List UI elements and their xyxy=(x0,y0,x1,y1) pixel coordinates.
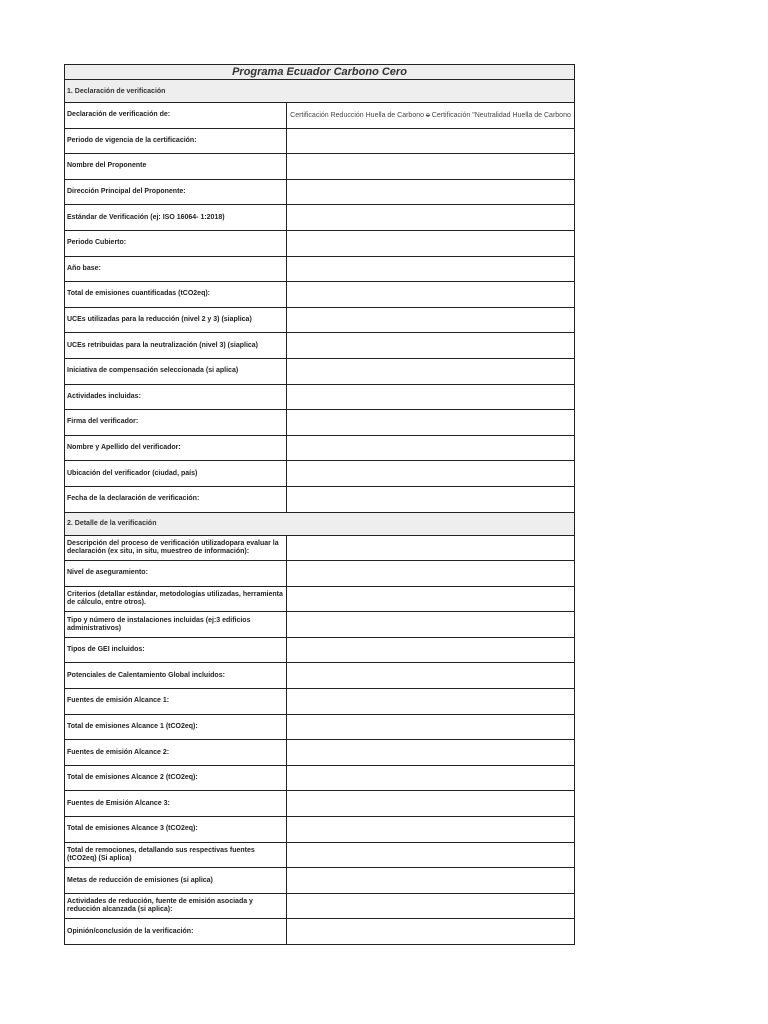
verification-form-table xyxy=(64,64,575,945)
form-title: Programa Ecuador Carbono Cero xyxy=(65,65,575,80)
form-row xyxy=(65,817,575,843)
form-row xyxy=(65,637,575,663)
field-label: Nombre y Apellido del verificador: xyxy=(65,435,287,461)
field-value[interactable] xyxy=(287,561,575,587)
form-row xyxy=(65,765,575,791)
form-row xyxy=(65,868,575,894)
form-row xyxy=(65,103,575,129)
title-row xyxy=(65,65,575,80)
form-row xyxy=(65,333,575,359)
field-value[interactable] xyxy=(287,307,575,333)
form-row xyxy=(65,535,575,561)
field-label: Total de emisiones cuantificadas (tCO2eq): xyxy=(65,282,287,308)
field-value[interactable] xyxy=(287,435,575,461)
field-label: Fuentes de emisión Alcance 2: xyxy=(65,740,287,766)
field-label: Dirección Principal del Proponente: xyxy=(65,179,287,205)
field-value[interactable] xyxy=(287,689,575,715)
field-label: Periodo de vigencia de la certificación: xyxy=(65,128,287,154)
field-value[interactable] xyxy=(287,663,575,689)
field-label: Criterios (detallar estándar, metodologías utilizadas, herramienta de cálculo, entre otros). xyxy=(65,586,287,612)
field-value[interactable] xyxy=(287,205,575,231)
field-value[interactable] xyxy=(287,179,575,205)
form-row xyxy=(65,307,575,333)
field-value[interactable] xyxy=(287,410,575,436)
field-label: Total de emisiones Alcance 1 (tCO2eq): xyxy=(65,714,287,740)
form-row xyxy=(65,230,575,256)
field-value[interactable] xyxy=(287,256,575,282)
form-row xyxy=(65,256,575,282)
field-label: Iniciativa de compensación seleccionada (si aplica) xyxy=(65,358,287,384)
field-value[interactable] xyxy=(287,230,575,256)
field-value[interactable] xyxy=(287,586,575,612)
section-header-row xyxy=(65,512,575,535)
field-label: Potenciales de Calentamiento Global incluidos: xyxy=(65,663,287,689)
form-row xyxy=(65,205,575,231)
field-label: Fuentes de emisión Alcance 1: xyxy=(65,689,287,715)
field-label: Ubicación del verificador (ciudad, país) xyxy=(65,461,287,487)
field-label: Descripción del proceso de verificación utilizadopara evaluar la declaración (ex situ, in situ, muestreo de información): xyxy=(65,535,287,561)
field-label: Fecha de la declaración de verificación: xyxy=(65,486,287,512)
field-label: Total de remociones, detallando sus respectivas fuentes (tCO2eq) (Si aplica) xyxy=(65,842,287,868)
field-label: Metas de reducción de emisiones (si aplica) xyxy=(65,868,287,894)
section-header-row xyxy=(65,80,575,103)
field-value[interactable] xyxy=(287,765,575,791)
form-row xyxy=(65,358,575,384)
field-value[interactable] xyxy=(287,919,575,945)
field-value[interactable] xyxy=(287,868,575,894)
form-body xyxy=(65,65,575,945)
form-row xyxy=(65,154,575,180)
field-value[interactable] xyxy=(287,333,575,359)
field-value[interactable] xyxy=(287,637,575,663)
field-label: Tipos de GEI incluidos: xyxy=(65,637,287,663)
field-value[interactable] xyxy=(287,817,575,843)
certification-type-options[interactable] xyxy=(287,103,575,129)
form-row xyxy=(65,740,575,766)
form-row xyxy=(65,791,575,817)
field-value[interactable] xyxy=(287,740,575,766)
section-heading: 1. Declaración de verificación xyxy=(65,80,575,103)
field-value[interactable] xyxy=(287,893,575,919)
field-label: Fuentes de Emisión Alcance 3: xyxy=(65,791,287,817)
form-row xyxy=(65,486,575,512)
field-label: Nivel de aseguramiento: xyxy=(65,561,287,587)
field-value[interactable] xyxy=(287,791,575,817)
field-value[interactable] xyxy=(287,128,575,154)
form-row xyxy=(65,561,575,587)
form-row xyxy=(65,612,575,638)
form-row xyxy=(65,384,575,410)
field-value[interactable] xyxy=(287,714,575,740)
field-label: Firma del verificador: xyxy=(65,410,287,436)
field-value[interactable] xyxy=(287,612,575,638)
form-row xyxy=(65,893,575,919)
form-row xyxy=(65,842,575,868)
field-label: UCEs retribuidas para la neutralización (nivel 3) (siaplica) xyxy=(65,333,287,359)
field-value[interactable] xyxy=(287,282,575,308)
option-connector: o xyxy=(425,111,430,119)
field-label: Año base: xyxy=(65,256,287,282)
field-label: Estándar de Verificación (ej: ISO 16064- 1:2018) xyxy=(65,205,287,231)
form-row xyxy=(65,586,575,612)
option-neutrality-label: Certificación "Neutralidad Huella de Carbono xyxy=(429,111,571,119)
form-row xyxy=(65,128,575,154)
section-heading: 2. Detalle de la verificación xyxy=(65,512,575,535)
field-label: Total de emisiones Alcance 3 (tCO2eq): xyxy=(65,817,287,843)
form-row xyxy=(65,435,575,461)
field-value[interactable] xyxy=(287,842,575,868)
form-row xyxy=(65,179,575,205)
field-label: Opinión/conclusión de la verificación: xyxy=(65,919,287,945)
field-label: Periodo Cubierto: xyxy=(65,230,287,256)
form-row xyxy=(65,689,575,715)
field-value[interactable] xyxy=(287,486,575,512)
form-row xyxy=(65,282,575,308)
form-row xyxy=(65,461,575,487)
field-value[interactable] xyxy=(287,154,575,180)
field-label: Tipo y número de instalaciones incluidas (ej:3 edificios administrativos) xyxy=(65,612,287,638)
field-value[interactable] xyxy=(287,535,575,561)
field-value[interactable] xyxy=(287,358,575,384)
field-label: Actividades incluidas: xyxy=(65,384,287,410)
field-label: Declaración de verificación de: xyxy=(65,103,287,129)
field-label: UCEs utilizadas para la reducción (nivel 2 y 3) (siaplica) xyxy=(65,307,287,333)
field-value[interactable] xyxy=(287,461,575,487)
field-value[interactable] xyxy=(287,384,575,410)
form-row xyxy=(65,714,575,740)
field-label: Nombre del Proponente xyxy=(65,154,287,180)
field-label: Actividades de reducción, fuente de emisión asociada y reducción alcanzada (si aplica): xyxy=(65,893,287,919)
form-row xyxy=(65,410,575,436)
option-reduction-label: Certificación Reducción Huella de Carbono xyxy=(290,111,426,119)
form-row xyxy=(65,663,575,689)
form-row xyxy=(65,919,575,945)
field-label: Total de emisiones Alcance 2 (tCO2eq): xyxy=(65,765,287,791)
